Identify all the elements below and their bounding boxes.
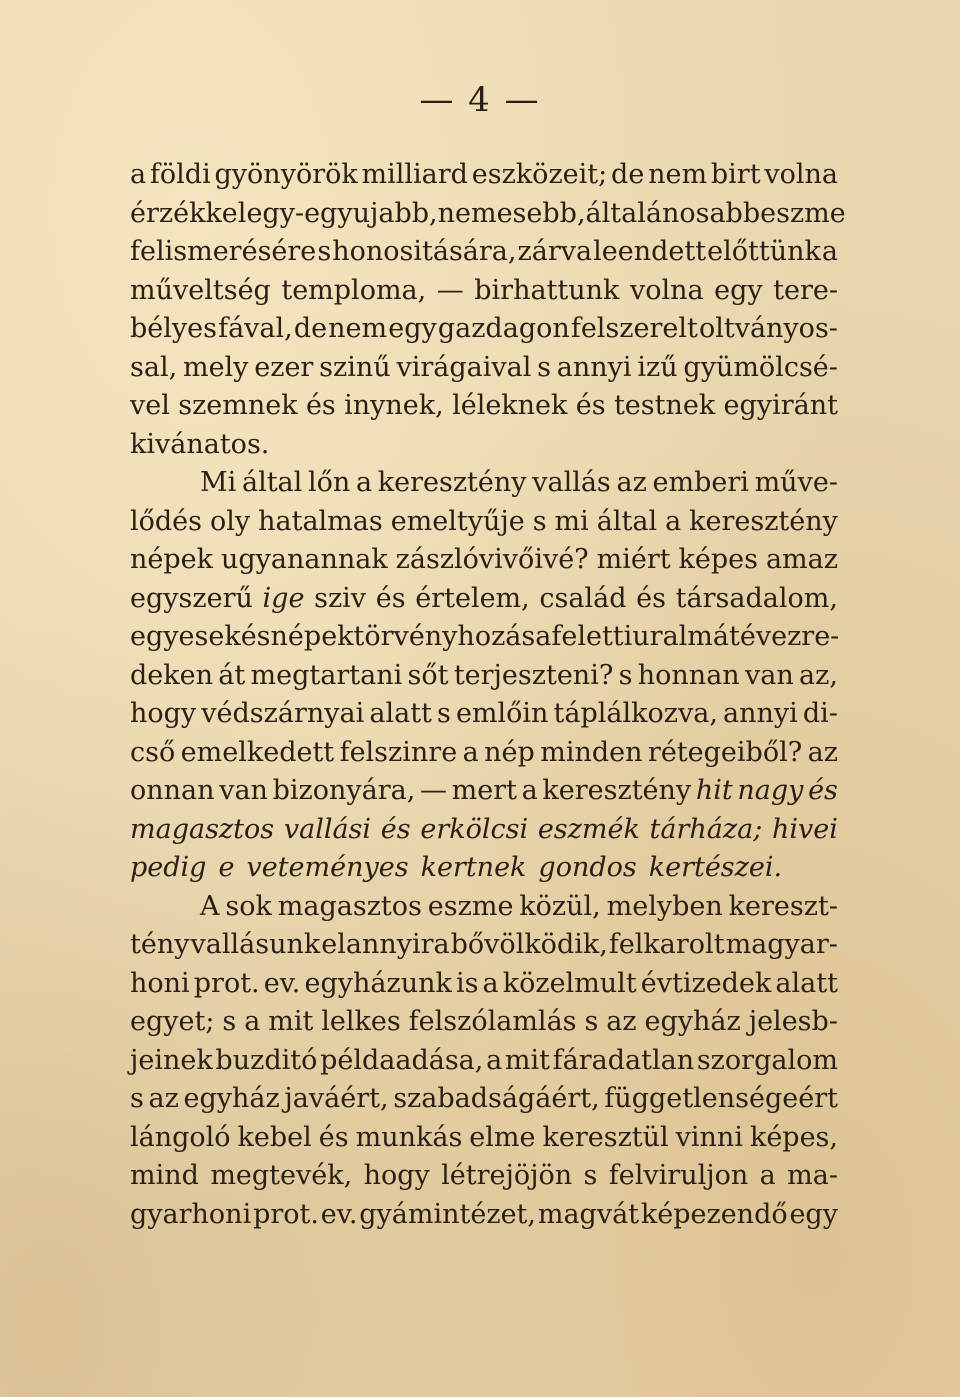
word: sal, bbox=[130, 351, 178, 383]
word: ugyanannak bbox=[220, 544, 388, 575]
word: megtevék, bbox=[210, 1160, 353, 1191]
word: magasztos bbox=[130, 813, 275, 845]
word: prot. bbox=[193, 967, 260, 999]
word: cső bbox=[130, 736, 176, 768]
text-line bbox=[130, 1003, 838, 1042]
word: — bbox=[419, 775, 447, 806]
word: a bbox=[462, 736, 479, 768]
word: lángoló bbox=[130, 1121, 231, 1153]
word: nagy bbox=[737, 775, 804, 806]
word: nemesebb, bbox=[437, 197, 586, 229]
word: az bbox=[148, 1083, 179, 1114]
word: annyi bbox=[723, 698, 798, 729]
word: egyesek bbox=[130, 621, 241, 652]
body-text bbox=[130, 156, 846, 1234]
word: példaadása, bbox=[320, 1044, 484, 1076]
word: ev. bbox=[320, 1198, 358, 1230]
word: műve- bbox=[754, 467, 838, 498]
word: eszmék bbox=[537, 813, 640, 845]
word: vinni bbox=[675, 1121, 743, 1153]
word: mi bbox=[554, 505, 589, 537]
word: lődés bbox=[130, 505, 203, 537]
paragraph-3 bbox=[130, 888, 838, 1235]
text-line bbox=[130, 1119, 838, 1158]
paragraph-1 bbox=[130, 156, 846, 464]
word: javáért, bbox=[284, 1083, 389, 1114]
text-line bbox=[130, 272, 838, 311]
word: szabadságáért, bbox=[393, 1083, 600, 1114]
word: tere- bbox=[773, 274, 838, 306]
word: gyönyörök bbox=[214, 159, 358, 190]
word: lelkes bbox=[321, 1006, 401, 1037]
word: birt bbox=[710, 159, 761, 190]
word: van bbox=[219, 775, 268, 806]
word: inynek, bbox=[344, 390, 444, 421]
word: minden bbox=[540, 736, 643, 768]
word: szorgalom bbox=[696, 1044, 838, 1076]
word: felviruljon bbox=[608, 1160, 749, 1191]
word: kivánatos. bbox=[130, 428, 270, 460]
word: táplálkozva, bbox=[553, 698, 718, 729]
word: munkás bbox=[355, 1121, 463, 1153]
word: s bbox=[618, 659, 633, 691]
text-line bbox=[130, 387, 838, 426]
word: s bbox=[222, 1006, 237, 1037]
word: pedig bbox=[130, 852, 207, 883]
word: keresztény bbox=[689, 505, 838, 537]
text-line bbox=[130, 888, 838, 927]
word: gyarhoni bbox=[130, 1198, 252, 1230]
word: évtizedek bbox=[640, 967, 772, 999]
word: és bbox=[808, 775, 838, 806]
text-line bbox=[130, 464, 838, 503]
word: birhattunk bbox=[474, 274, 620, 306]
word: s bbox=[583, 1160, 598, 1191]
word: és bbox=[375, 582, 406, 614]
word: s bbox=[532, 505, 547, 537]
word: gyümölcsé- bbox=[683, 351, 838, 383]
word: hogy bbox=[130, 698, 197, 729]
text-line bbox=[130, 156, 838, 195]
word: volna bbox=[629, 274, 704, 306]
word: általánosabb bbox=[585, 197, 761, 229]
word: értelem, bbox=[415, 582, 530, 614]
word: sőt bbox=[407, 659, 449, 691]
word: kereszt- bbox=[728, 890, 838, 922]
word: Mi bbox=[200, 467, 237, 498]
word: milliard bbox=[361, 159, 468, 190]
word: testnek bbox=[613, 390, 716, 421]
word: zárva bbox=[517, 236, 593, 267]
word: egyet; bbox=[130, 1006, 215, 1037]
word: prot. bbox=[253, 1198, 319, 1230]
word: a bbox=[521, 775, 538, 806]
word: a bbox=[665, 505, 682, 537]
word: létrejöjön bbox=[441, 1160, 573, 1191]
word: alatt bbox=[369, 698, 432, 729]
word: onnan bbox=[130, 775, 215, 806]
word: egy bbox=[714, 274, 763, 306]
word: által bbox=[241, 467, 303, 498]
text-line bbox=[130, 1042, 838, 1081]
word: temploma, bbox=[281, 274, 427, 306]
word: de bbox=[293, 313, 328, 344]
word: képezendő bbox=[640, 1198, 788, 1230]
word: eszközeit; bbox=[471, 159, 608, 190]
paragraph-2 bbox=[130, 464, 838, 888]
word: a bbox=[244, 1006, 261, 1037]
text-line bbox=[130, 772, 838, 811]
word: felkarolt bbox=[608, 929, 725, 960]
word: felszerelt bbox=[570, 313, 698, 344]
word: a bbox=[482, 967, 499, 999]
word: emeltyűje bbox=[390, 505, 525, 537]
word: érzékkel bbox=[130, 197, 247, 229]
word: az bbox=[807, 736, 838, 768]
word: magasztos bbox=[277, 890, 422, 922]
text-line bbox=[130, 734, 838, 773]
word: s bbox=[436, 698, 451, 729]
word: — bbox=[436, 274, 464, 306]
text-line bbox=[130, 926, 838, 965]
word: évezre- bbox=[739, 621, 840, 652]
word: felismerésére bbox=[130, 236, 317, 267]
word: nép bbox=[484, 736, 535, 768]
text-line bbox=[130, 233, 838, 272]
word: sok bbox=[225, 890, 272, 922]
word: honositására, bbox=[332, 236, 517, 267]
text-line bbox=[130, 426, 838, 465]
word: mind bbox=[130, 1160, 199, 1191]
word: uralmát bbox=[632, 621, 740, 652]
word: gazdagon bbox=[437, 313, 570, 344]
word: de bbox=[611, 159, 645, 190]
word: is bbox=[455, 967, 479, 999]
word: család bbox=[539, 582, 627, 614]
word: eszme bbox=[760, 197, 846, 229]
word: annyi bbox=[556, 351, 632, 383]
word: volna bbox=[764, 159, 838, 190]
word: gondos bbox=[538, 852, 637, 883]
word: deken bbox=[130, 659, 213, 691]
word: hatalmas bbox=[258, 505, 383, 537]
word: előttünk bbox=[707, 236, 821, 267]
word: lőn bbox=[307, 467, 351, 498]
word: egy bbox=[388, 313, 437, 344]
word: ujabb, bbox=[352, 197, 438, 229]
word: hit bbox=[695, 775, 733, 806]
word: egyszerű bbox=[130, 582, 253, 614]
word: vallásunk bbox=[190, 929, 321, 960]
word: leendett bbox=[593, 236, 707, 267]
word: felszólamlás bbox=[408, 1006, 577, 1037]
word: eszme bbox=[427, 890, 514, 922]
word: képes, bbox=[749, 1121, 838, 1153]
word: magyar- bbox=[725, 929, 838, 960]
word: felszinre bbox=[339, 736, 458, 768]
word: bővölködik, bbox=[450, 929, 608, 960]
text-line bbox=[130, 1196, 838, 1235]
word: fával, bbox=[218, 313, 293, 344]
word: elannyira bbox=[321, 929, 450, 960]
word: keresztény bbox=[377, 467, 527, 498]
word: jelesb- bbox=[748, 1006, 838, 1037]
word: törvényhozása bbox=[353, 621, 552, 652]
text-line bbox=[130, 849, 838, 888]
word: hivei bbox=[772, 813, 838, 845]
word: virágaival bbox=[396, 351, 532, 383]
word: miért bbox=[596, 544, 671, 575]
word: és bbox=[318, 1121, 349, 1153]
text-line bbox=[130, 580, 838, 619]
word: nem bbox=[648, 159, 708, 190]
word: bizonyára, bbox=[272, 775, 416, 806]
word: honnan bbox=[637, 659, 740, 691]
word: ige bbox=[262, 582, 305, 614]
word: magvát bbox=[537, 1198, 640, 1230]
word: megtartani bbox=[250, 659, 403, 691]
word: tény bbox=[130, 929, 190, 960]
word: képes bbox=[678, 544, 758, 575]
word: zászlóvivőivé? bbox=[395, 544, 589, 575]
word: a bbox=[355, 467, 373, 498]
word: fáradatlan bbox=[552, 1044, 695, 1076]
word: ezer bbox=[254, 351, 314, 383]
word: keresztény bbox=[542, 775, 692, 806]
word: oltványos- bbox=[698, 313, 838, 344]
text-line bbox=[130, 1080, 838, 1119]
word: az, bbox=[799, 659, 838, 691]
word: e bbox=[218, 852, 235, 883]
word: sziv bbox=[314, 582, 367, 614]
word: által bbox=[596, 505, 658, 537]
word: az bbox=[616, 467, 647, 498]
word: egy bbox=[789, 1198, 838, 1230]
word: a bbox=[486, 1044, 503, 1076]
word: műveltség bbox=[130, 274, 271, 306]
text-line bbox=[130, 695, 838, 734]
word: társadalom, bbox=[675, 582, 838, 614]
word: rétegeiből? bbox=[647, 736, 803, 768]
word: kertnek bbox=[420, 852, 527, 883]
word: népek bbox=[130, 544, 213, 575]
word: veteményes bbox=[246, 852, 409, 883]
word: egy-egy bbox=[246, 197, 353, 229]
word: terjeszteni? bbox=[453, 659, 614, 691]
page-number: — 4 — bbox=[419, 80, 541, 120]
word: védszárnyai bbox=[201, 698, 365, 729]
word: amaz bbox=[765, 544, 838, 575]
text-line bbox=[130, 503, 838, 542]
word: feletti bbox=[551, 621, 633, 652]
word: honi bbox=[130, 967, 190, 999]
word: vallás bbox=[532, 467, 611, 498]
text-line bbox=[130, 541, 838, 580]
text-line bbox=[130, 965, 838, 1004]
word: alatt bbox=[775, 967, 838, 999]
word: emberi bbox=[652, 467, 749, 498]
word: az bbox=[606, 1006, 637, 1037]
word: di- bbox=[802, 698, 838, 729]
word: közül, bbox=[519, 890, 601, 922]
word: s bbox=[130, 1083, 144, 1114]
word: egyház bbox=[644, 1006, 741, 1037]
word: hogy bbox=[363, 1160, 430, 1191]
word: népek bbox=[270, 621, 354, 652]
text-line bbox=[130, 349, 838, 388]
word: szinű bbox=[319, 351, 391, 383]
word: kertészei. bbox=[648, 852, 783, 883]
word: át bbox=[218, 659, 246, 691]
word: izű bbox=[637, 351, 678, 383]
word: emelkedett bbox=[180, 736, 335, 768]
word: egyház bbox=[183, 1083, 280, 1114]
text-line bbox=[130, 1157, 838, 1196]
word: és bbox=[636, 582, 666, 614]
word: mit bbox=[504, 1044, 550, 1076]
word: van bbox=[744, 659, 794, 691]
text-line bbox=[130, 618, 838, 657]
word: emlőin bbox=[455, 698, 549, 729]
text-line bbox=[130, 310, 838, 349]
word: szemnek bbox=[178, 390, 298, 421]
word: jeinek bbox=[130, 1044, 213, 1076]
word: mit bbox=[268, 1006, 314, 1037]
text-line bbox=[130, 657, 838, 696]
word: mert bbox=[451, 775, 517, 806]
word: léleknek bbox=[452, 390, 568, 421]
word: oly bbox=[209, 505, 251, 537]
word: vel bbox=[130, 390, 170, 421]
word: és bbox=[305, 390, 336, 421]
word: bélyes bbox=[130, 313, 217, 344]
word: a bbox=[821, 236, 838, 267]
word: a bbox=[759, 1160, 776, 1191]
word: gyámintézet, bbox=[359, 1198, 536, 1230]
word: és bbox=[240, 621, 271, 652]
word: melyben bbox=[606, 890, 723, 922]
word: tárháza; bbox=[649, 813, 763, 845]
word: és bbox=[380, 813, 411, 845]
word: ev. bbox=[263, 967, 301, 999]
word: és bbox=[575, 390, 606, 421]
word: mely bbox=[182, 351, 249, 383]
word: vallási bbox=[283, 813, 372, 845]
word: keresztül bbox=[542, 1121, 669, 1153]
text-line bbox=[130, 811, 838, 850]
word: egyiránt bbox=[723, 390, 838, 421]
word: függetlenségeért bbox=[604, 1083, 838, 1114]
word: nem bbox=[328, 313, 388, 344]
word: kebel bbox=[237, 1121, 312, 1153]
word: egyházunk bbox=[304, 967, 452, 999]
word: ma- bbox=[787, 1160, 838, 1191]
word: s bbox=[537, 351, 551, 383]
word: a bbox=[130, 159, 147, 190]
word: s bbox=[584, 1006, 599, 1037]
word: A bbox=[200, 890, 220, 922]
word: elme bbox=[469, 1121, 536, 1153]
text-line bbox=[130, 195, 846, 234]
word: erkölcsi bbox=[420, 813, 529, 845]
word: földi bbox=[149, 159, 211, 190]
word: közelmult bbox=[502, 967, 637, 999]
word: s bbox=[317, 236, 332, 267]
word: buzditó bbox=[215, 1044, 318, 1076]
